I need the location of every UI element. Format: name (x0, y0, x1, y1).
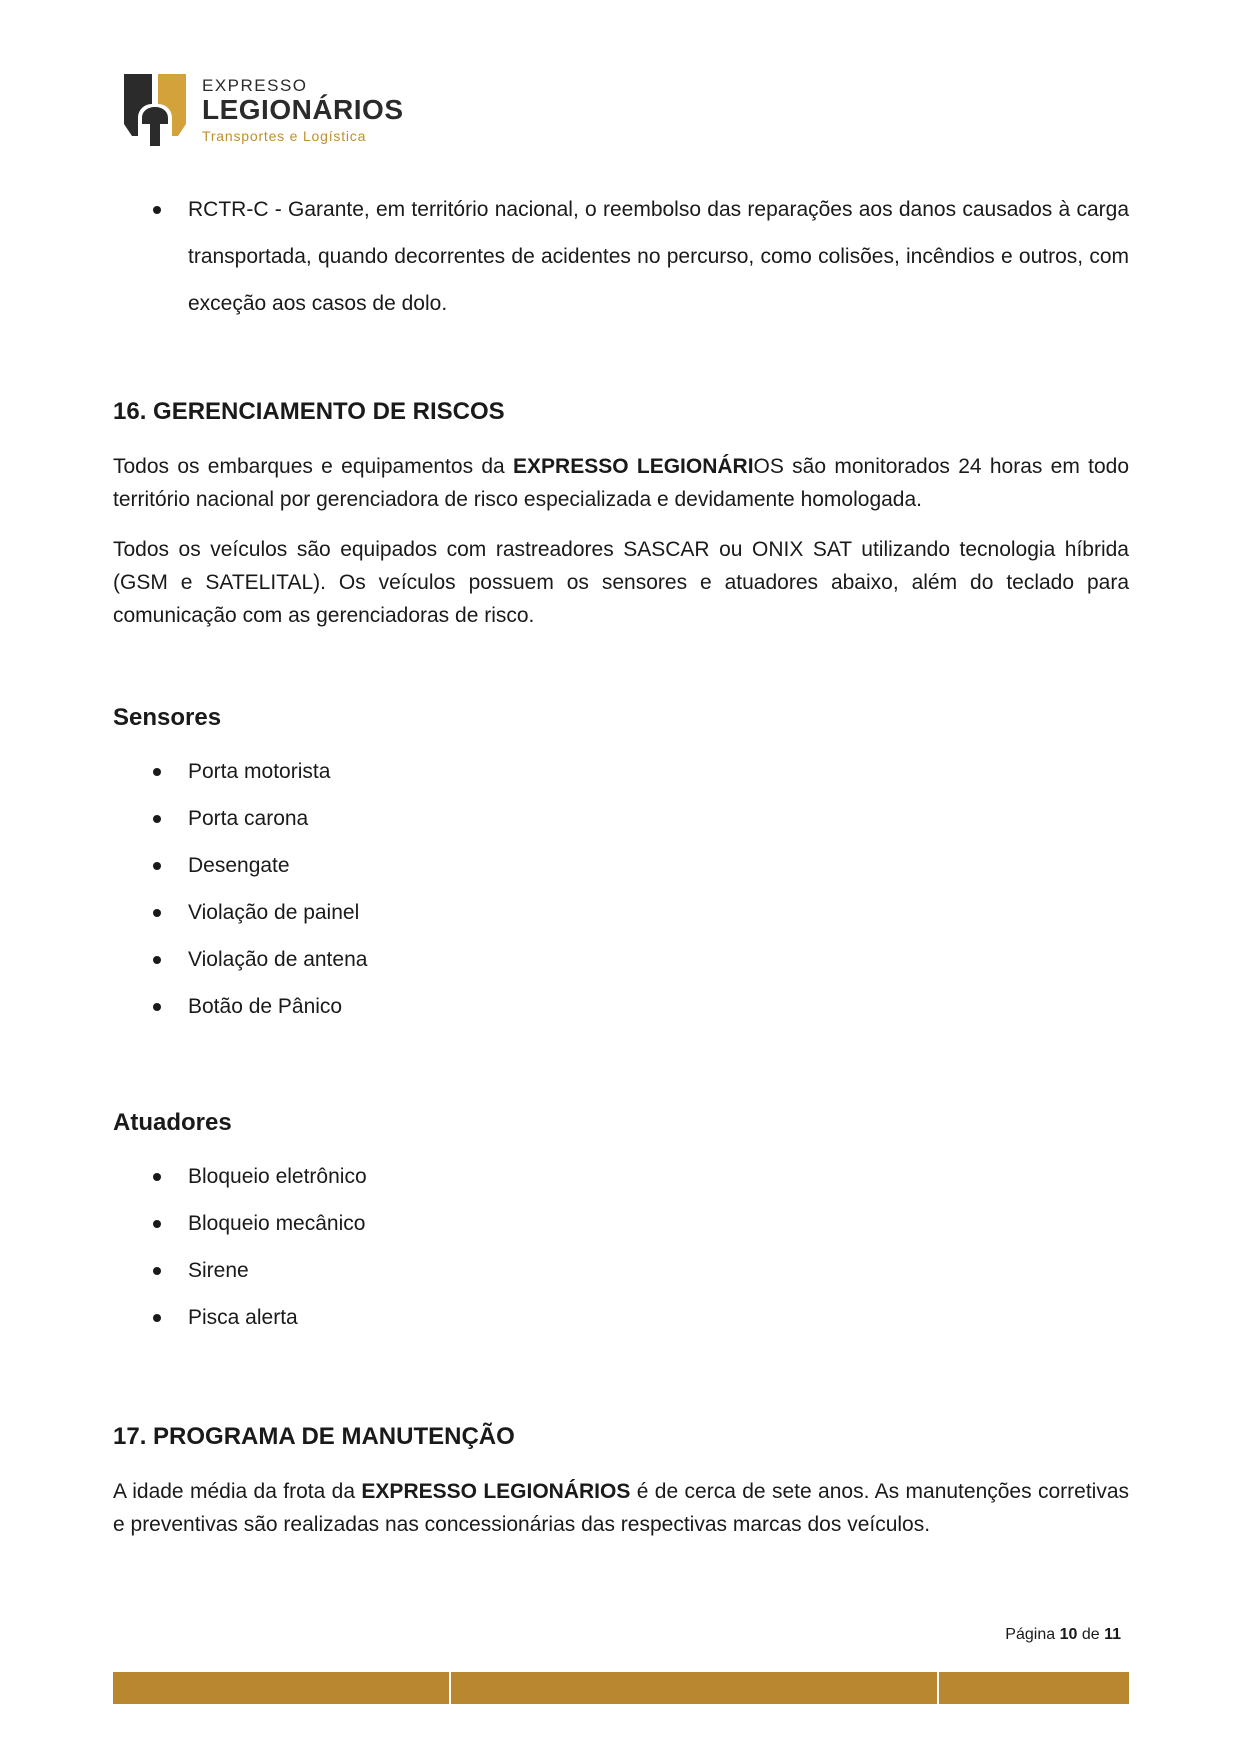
section-17-p1-text-after: é de cerca de sete anos. As manutenções corretivas e preventivas são realizadas nas concessionárias das respectivas marcas dos veículos. (113, 1480, 1130, 1536)
section-17-body (113, 1475, 1129, 1541)
list-item: Desengate (113, 842, 1129, 889)
section-16-body (113, 450, 1129, 632)
section-16-p1-text-before: Todos os embarques e equipamentos da (113, 455, 514, 478)
intro-section (113, 186, 1129, 327)
section-17-p1-text-before: A idade média da frota da (113, 1480, 362, 1503)
logo-text-legionarios: LEGIONÁRIOS (202, 94, 404, 125)
list-item: Porta carona (113, 795, 1129, 842)
list-item: Bloqueio eletrônico (113, 1153, 1129, 1200)
section-17 (113, 1423, 1129, 1451)
section-17-title: 17. PROGRAMA DE MANUTENÇÃO (113, 1423, 515, 1450)
list-item: Porta motorista (113, 748, 1129, 795)
list-item: Botão de Pânico (113, 983, 1129, 1030)
page-label: Página (1005, 1626, 1056, 1643)
section-16 (113, 398, 1129, 426)
list-item: Sirene (113, 1247, 1129, 1294)
logo-tagline: Transportes e Logística (202, 128, 367, 144)
list-item-rctrc: RCTR-C - Garante, em território nacional, o reembolso das reparações aos danos causados à carga transportada, quando decorrentes de acidentes no percurso, como colisões, incêndios e outros, com exceção aos casos de dolo. (113, 186, 1129, 327)
list-item: Pisca alerta (113, 1294, 1129, 1341)
section-17-paragraph-1 (113, 1475, 1129, 1541)
page-number (1005, 1626, 1121, 1644)
section-16-title: 16. GERENCIAMENTO DE RISCOS (113, 398, 505, 425)
section-16-paragraph-1 (113, 450, 1129, 516)
list-item: Bloqueio mecânico (113, 1200, 1129, 1247)
actuators-title: Atuadores (113, 1109, 232, 1136)
sensors-section (113, 704, 1129, 1030)
footer-bar-segment (113, 1672, 449, 1704)
section-16-p1-text-after: OS são monitorados 24 horas em todo território nacional por gerenciadora de risco especializada e devidamente homologada. (113, 455, 1130, 511)
list-item: Violação de painel (113, 889, 1129, 936)
helmet-logo-icon (122, 74, 188, 148)
sensors-list (113, 748, 1129, 1030)
logo-text-expresso: EXPRESSO (202, 76, 308, 95)
page-current: 10 (1059, 1626, 1078, 1643)
page-separator: de (1081, 1626, 1100, 1643)
insurance-bullet-list (113, 186, 1129, 327)
list-item: Violação de antena (113, 936, 1129, 983)
actuators-section (113, 1109, 1129, 1341)
footer-bar (113, 1672, 1129, 1704)
footer-bar-segment (939, 1672, 1129, 1704)
section-16-paragraph-2: Todos os veículos são equipados com rastreadores SASCAR ou ONIX SAT utilizando tecnologia híbrida (GSM e SATELITAL). Os veículos possuem os sensores e atuadores abaixo, além do teclado para comunicação com as gerenciadoras de risco. (113, 538, 1129, 627)
company-logo (122, 74, 404, 148)
sensors-title: Sensores (113, 704, 222, 731)
actuators-list (113, 1153, 1129, 1341)
footer-bar-segment (451, 1672, 937, 1704)
page-total: 11 (1104, 1626, 1121, 1643)
company-name-bold: EXPRESSO LEGIONÁRIOS (361, 1480, 631, 1503)
company-name-bold: EXPRESSO LEGIONÁRI (513, 455, 754, 478)
